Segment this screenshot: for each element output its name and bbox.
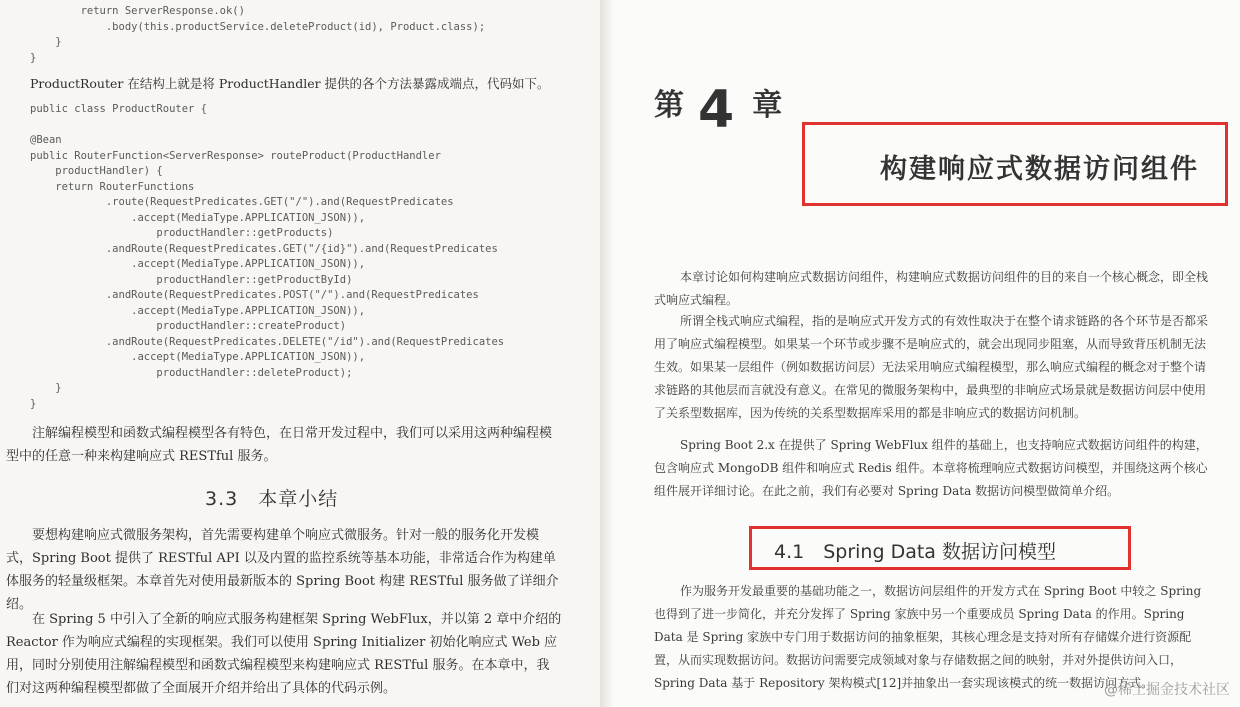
left-page bbox=[0, 0, 600, 707]
book-gutter bbox=[600, 0, 614, 707]
site-watermark: @稀土掘金技术社区 bbox=[1104, 682, 1230, 698]
section-heading-3-3: 3.3 本章小结 bbox=[205, 488, 339, 510]
chapter-intro-paragraph-3: Spring Boot 2.x 在提供了 Spring WebFlux 组件的基础上，也支持响应式数据访问组件的构建，包含响应式 MongoDB 组件和响应式 Redis 组件。本章将梳理响应式数据访问模型，并围绕这两个核心组件展开详细讨论。在此之前，我们有必要对 Spring Data 数据访问模型做简单介绍。 bbox=[654, 438, 1208, 498]
router-intro-text: ProductRouter 在结构上就是将 ProductHandler 提供的各个方法暴露成端点，代码如下。 bbox=[30, 76, 550, 91]
code-block-router: public class ProductRouter { @Bean public RouterFunction<ServerResponse> routeProduct(ProductHandler productHandler) { return RouterFunctions .route(RequestPredicates.GET("/").and(RequestPredicates .accept(MediaType.APPLICATION_JSON)), productHandler::getProducts) .andRoute(RequestPredicates.GET("/{id}").and(RequestPredicates .accept(MediaType.APPLICATION_JSON)), productHandler::getProductById) .andRoute(RequestPredicates.POST("/").and(RequestPredicates .accept(MediaType.APPLICATION_JSON)), productHandler::createProduct) .andRoute(RequestPredicates.DELETE("/id").and(RequestPredicates .accept(MediaType.APPLICATION_JSON)), productHandler::deleteProduct); } } bbox=[30, 103, 505, 410]
chapter-word-zhang: 章 bbox=[752, 88, 783, 123]
chapter-heading bbox=[654, 80, 782, 140]
chapter-title: 构建响应式数据访问组件 bbox=[880, 154, 1199, 185]
chapter-intro-paragraph-1: 本章讨论如何构建响应式数据访问组件，构建响应式数据访问组件的目的来自一个核心概念，即全栈式响应式编程。 bbox=[654, 270, 1209, 307]
section-heading-4-1: 4.1 Spring Data 数据访问模型 bbox=[774, 541, 1056, 563]
section-heading-highlight-box bbox=[749, 526, 1131, 570]
chapter-intro-paragraph-2: 所谓全栈式响应式编程，指的是响应式开发方式的有效性取决于在整个请求链路的各个环节是否都采用了响应式编程模型。如果某一个环节或步骤不是响应式的，就会出现同步阻塞，从而导致背压机制无法生效。如果某一层组件（例如数据访问层）无法采用响应式编程模型，那么响应式编程的概念对于整个请求链路的其他层而言就没有意义。在常见的微服务架构中，最典型的非响应式场景就是数据访问层中使用了关系型数据库，因为传统的关系型数据库采用的都是非响应式的数据访问机制。 bbox=[654, 314, 1209, 420]
summary-paragraph-1: 要想构建响应式微服务架构，首先需要构建单个响应式微服务。针对一般的服务化开发模式，Spring Boot 提供了 RESTful API 以及内置的监控系统等基本功能，非常适合作为构建单体服务的轻量级框架。本章首先对使用最新版本的 Spring Boot 构建 RESTful 服务做了详细介绍。 bbox=[6, 528, 559, 612]
right-page bbox=[614, 0, 1240, 707]
chapter-number: 4 bbox=[698, 80, 735, 140]
section-4-1-paragraph: 作为服务开发最重要的基础功能之一，数据访问层组件的开发方式在 Spring Boot 中较之 Spring 也得到了进一步简化，并充分发挥了 Spring 家族中另一个重要成员 Spring Data 的作用。Spring Data 是 Spring 家族中专门用于数据访问的抽象框架，其核心理念是支持对所有存储媒介进行资源配置，从而实现数据访问。数据访问需要完成领域对象与存储数据之间的映射，并对外提供访问入口，Spring Data 基于 Repository 架构模式[12]并抽象出一套实现该模式的统一数据访问方式。 bbox=[654, 584, 1202, 690]
code-block-handler: return ServerResponse.ok() .body(this.productService.deleteProduct(id), Product.class); } } bbox=[30, 5, 486, 64]
summary-paragraph-2: 在 Spring 5 中引入了全新的响应式服务构建框架 Spring WebFlux，并以第 2 章中介绍的 Reactor 作为响应式编程的实现框架。我们可以使用 Spring Initializer 初始化响应式 Web 应用，同时分别使用注解编程模型和函数式编程模型来构建响应式 RESTful 服务。在本章中，我们对这两种编程模型都做了全面展开介绍并给出了具体的代码示例。 bbox=[6, 612, 562, 696]
chapter-title-highlight-box bbox=[802, 122, 1228, 206]
models-paragraph: 注解编程模型和函数式编程模型各有特色，在日常开发过程中，我们可以采用这两种编程模型中的任意一种来构建响应式 RESTful 服务。 bbox=[6, 426, 553, 464]
chapter-word-di: 第 bbox=[654, 88, 684, 123]
